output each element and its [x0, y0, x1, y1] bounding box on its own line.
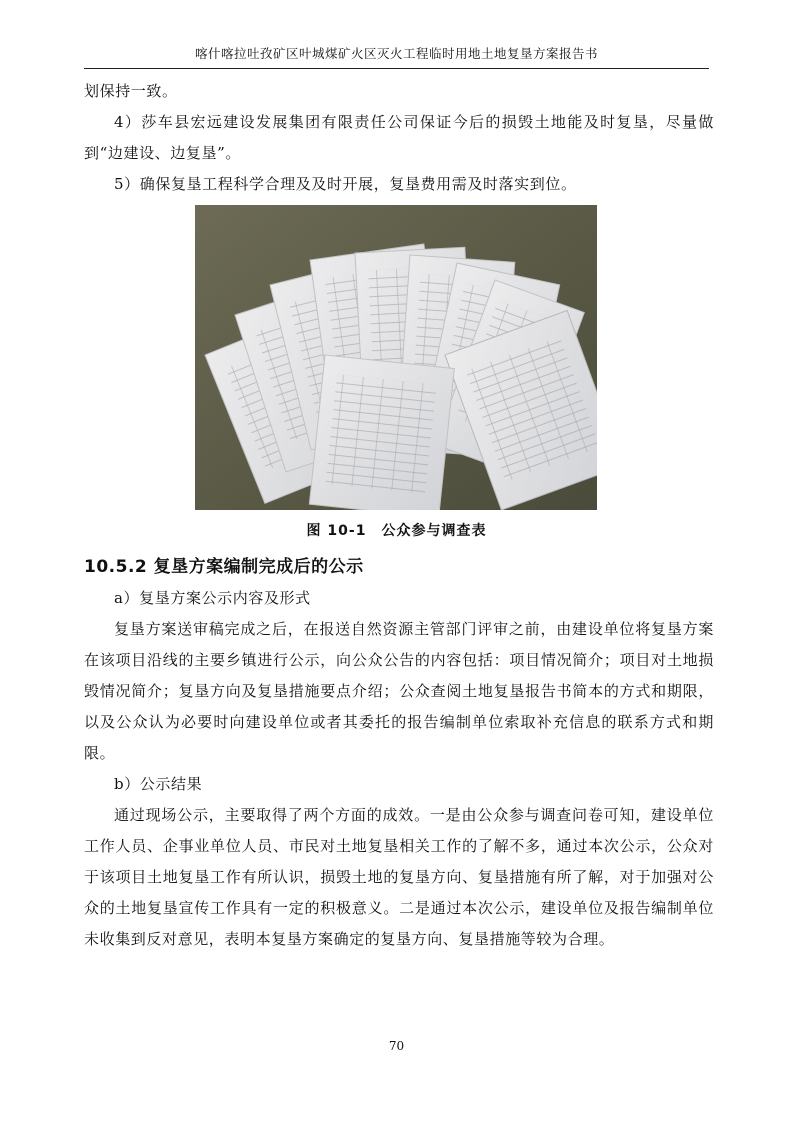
section-heading: 10.5.2 复垦方案编制完成后的公示 — [84, 557, 364, 577]
paragraph-continuation: 划保持一致。 — [84, 82, 178, 100]
figure-caption: 图 10-1 公众参与调查表 — [306, 523, 487, 539]
subheading-a: a）复垦方案公示内容及形式 — [114, 589, 311, 607]
paragraph-item-5: 5）确保复垦工程科学合理及及时开展，复垦费用需及时落实到位。 — [114, 175, 577, 193]
photo-image — [195, 205, 597, 510]
paragraph-item-4: 4）莎车县宏远建设发展集团有限责任公司保证今后的损毁土地能及时复垦，尽量做到“边建设、边复垦”。 — [84, 113, 714, 162]
paragraph-publicity-content: 复垦方案送审稿完成之后，在报送自然资源主管部门评审之前，由建设单位将复垦方案在该项目沿线的主要乡镇进行公示，向公众公告的内容包括：项目情况简介；项目对土地损毁情况简介；复垦方向及复垦措施要点介绍；公众查阅土地复垦报告书简本的方式和期限，以及公众认为必要时向建设单位或者其委托的报告编制单位索取补充信息的联系方式和期限。 — [84, 620, 714, 762]
paragraph-publicity-result: 通过现场公示，主要取得了两个方面的成效。一是由公众参与调查问卷可知，建设单位工作人员、企事业单位人员、市民对土地复垦相关工作的了解不多，通过本次公示，公众对于该项目土地复垦工作有所认识，损毁土地的复垦方向、复垦措施有所了解，对于加强对公众的土地复垦宣传工作具有一定的积极意义。二是通过本次公示，建设单位及报告编制单位未收集到反对意见，表明本复垦方案确定的复垦方向、复垦措施等较为合理。 — [84, 806, 714, 948]
survey-forms-photo — [195, 205, 597, 510]
page-header: 喀什喀拉吐孜矿区叶城煤矿火区灭火工程临时用地土地复垦方案报告书 — [84, 44, 709, 69]
top-text-block — [84, 76, 714, 200]
section-body — [84, 583, 714, 955]
page-number: 70 — [388, 1039, 405, 1053]
subheading-b: b）公示结果 — [114, 775, 203, 793]
